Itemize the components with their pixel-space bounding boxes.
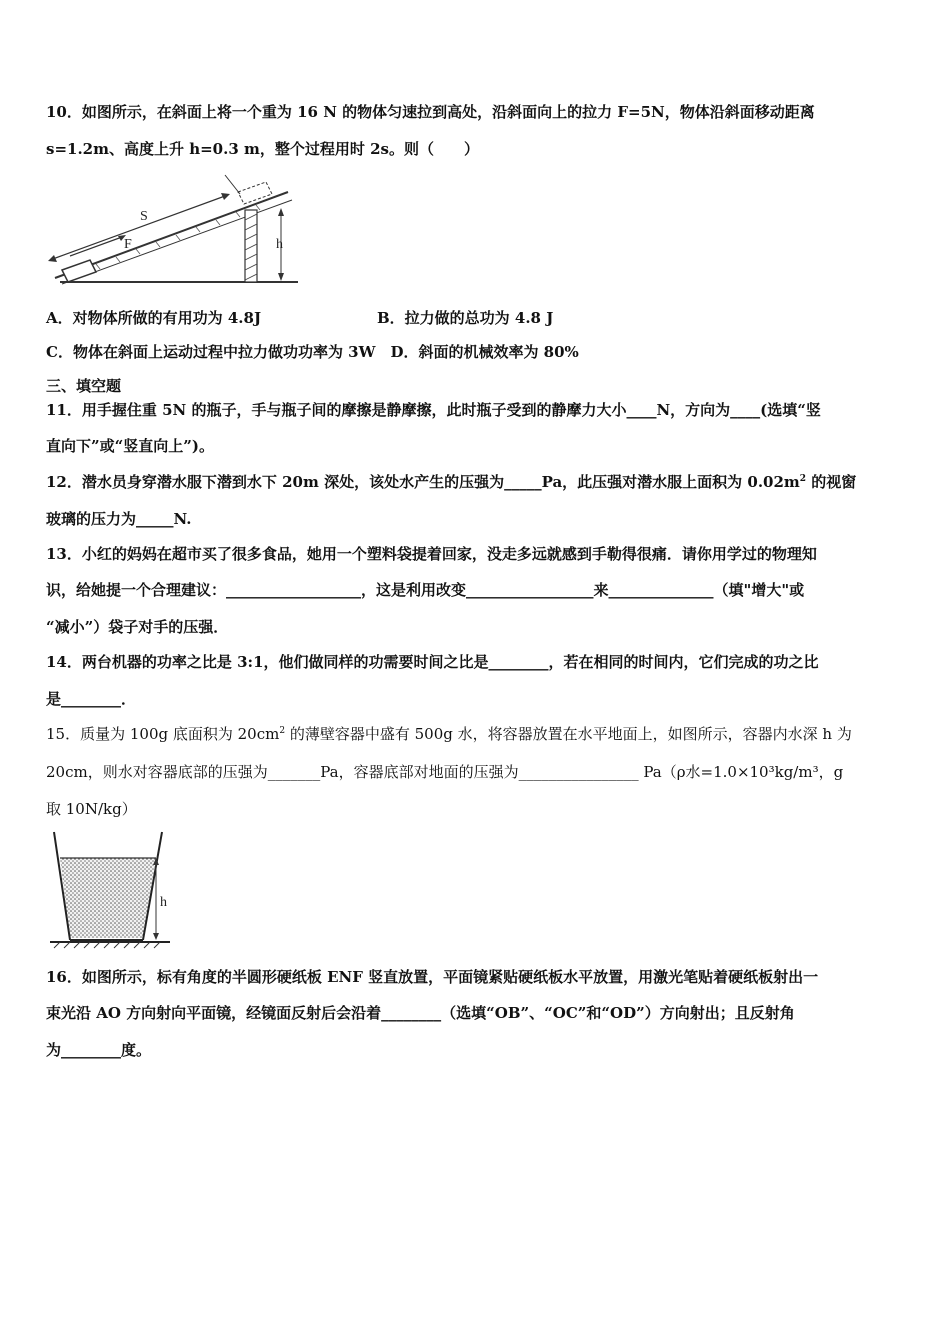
- depth-label: h: [160, 895, 167, 910]
- q11-line1: 11．用手握住重 5N 的瓶子，手与瓶子间的摩擦是静摩擦，此时瓶子受到的静摩力大小____N，方向为____(选填“竖: [46, 401, 821, 419]
- q16-line2: 束光沿 AO 方向射向平面镜，经镜面反射后会沿着________（选填“OB”、“OC”和“OD”）方向射出；且反射角: [46, 1004, 795, 1022]
- water: [60, 858, 156, 938]
- q10-option-cd: C．物体在斜面上运动过程中拉力做功功率为 3W D．斜面的机械效率为 80%: [46, 343, 579, 361]
- block: [62, 260, 96, 282]
- q15-line2: 20cm，则水对容器底部的压强为_______Pa，容器底部对地面的压强为________________ Pa（ρ水=1.0×10³kg/m³，g: [46, 763, 844, 781]
- q12-line1: 12．潜水员身穿潜水服下潜到水下 20m 深处，该处水产生的压强为_____Pa，此压强对潜水服上面积为 $0.02m^2$ 的视窗: [46, 473, 857, 491]
- distance-label: S: [140, 209, 148, 224]
- support-post: [245, 210, 257, 282]
- container-figure: [46, 830, 176, 950]
- q10-line1: 10．如图所示，在斜面上将一个重为 16 N 的物体匀速拉到高处，沿斜面向上的拉力 F=5N，物体沿斜面移动距离: [46, 103, 815, 121]
- height-label: h: [276, 237, 283, 252]
- q16-line1: 16．如图所示，标有角度的半圆形硬纸板 ENF 竖直放置，平面镜紧贴硬纸板水平放置，用激光笔贴着硬纸板射出一: [46, 968, 819, 986]
- q10-option-b: B．拉力做的总功为 4.8 J: [377, 309, 554, 327]
- q13-line3: “减小”）袋子对手的压强．: [46, 618, 229, 636]
- q16-line3: 为________度。: [46, 1041, 152, 1059]
- q14-line2: 是________．: [46, 690, 137, 708]
- q13-line2: 识，给她提一个合理建议：__________________，这是利用改变_________________来______________（填"增大"或: [46, 581, 805, 599]
- q15-line1: 15．质量为 100g 底面积为 $20cm^2$ 的薄壁容器中盛有 500g 水，将容器放置在水平地面上，如图所示，容器内水深 h 为: [46, 725, 852, 743]
- q10-line2: s=1.2m、高度上升 h=0.3 m，整个过程用时 2s。则（ ）: [46, 140, 479, 158]
- q11-line2: 直向下”或“竖直向上”)。: [46, 437, 214, 455]
- incline-figure: [40, 170, 302, 290]
- q10-option-a: A．对物体所做的有用功为 4.8J: [46, 309, 262, 327]
- force-arrow: [70, 237, 122, 256]
- force-label: F: [124, 237, 132, 252]
- q12-line2: 玻璃的压力为_____N.: [46, 510, 192, 528]
- q14-line1: 14．两台机器的功率之比是 3:1，他们做同样的功需要时间之比是________，若在相同的时间内，它们完成的功之比: [46, 653, 819, 671]
- q15-line3: 取 10N/kg）: [46, 800, 137, 818]
- q13-line1: 13．小红的妈妈在超市买了很多食品，她用一个塑料袋提着回家，没走多远就感到手勒得很痛．请你用学过的物理知: [46, 545, 817, 563]
- section-heading: 三、填空题: [46, 377, 122, 395]
